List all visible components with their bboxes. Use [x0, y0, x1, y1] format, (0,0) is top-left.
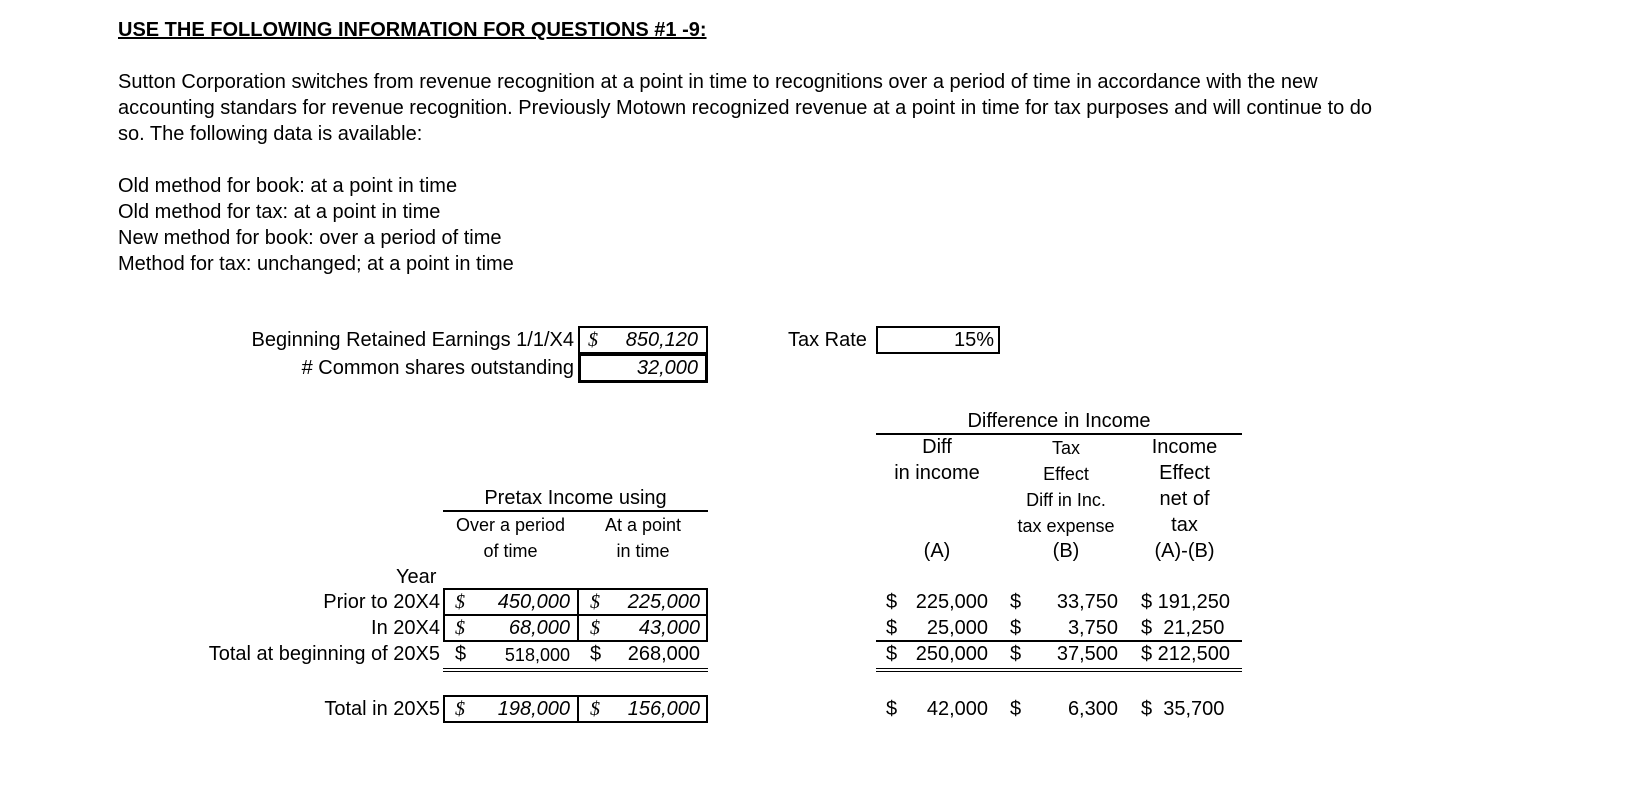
pretax-r4-d1: $ [455, 698, 465, 720]
diff-colC-line4: tax [1171, 514, 1198, 536]
diff-colA-line2: in income [894, 462, 980, 484]
diff-r3-a: 250,000 [915, 643, 988, 665]
pretax-r2-v1: 68,000 [508, 617, 570, 639]
diff-colA-line3: (A) [923, 540, 951, 562]
diff-double-underline [876, 668, 1242, 672]
pretax-r2-d2: $ [590, 617, 600, 639]
tax-rate-label: Tax Rate [788, 329, 867, 351]
pretax-r3-v1: 518,000 [504, 645, 570, 665]
diff-r2-dB: $ [1010, 617, 1022, 639]
pretax-r1-d1: $ [455, 591, 465, 613]
diff-r2-c: $ 21,250 [1141, 617, 1225, 639]
method-line-3: New method for book: over a period of time [118, 227, 502, 249]
diff-colB-line3: Diff in Inc. [1026, 490, 1106, 510]
pretax-title: Pretax Income using [484, 487, 667, 509]
diff-colC-line5: (A)-(B) [1154, 540, 1215, 562]
beg-re-value: 850,120 [625, 329, 698, 351]
diff-r1-dA: $ [886, 591, 898, 613]
method-line-1: Old method for book: at a point in time [118, 175, 458, 197]
pretax-r2-d1: $ [455, 617, 465, 639]
pretax-double-underline [443, 668, 708, 672]
diff-r4-c: $ 35,700 [1141, 698, 1225, 720]
pretax-r4-d2: $ [590, 698, 600, 720]
diff-colA-line1: Diff [922, 436, 952, 458]
pretax-r3-v2: 268,000 [627, 643, 700, 665]
diff-r3-dB: $ [1010, 643, 1022, 665]
questions-heading: USE THE FOLLOWING INFORMATION FOR QUESTIONS #1 -9: [118, 19, 707, 41]
shares-label: # Common shares outstanding [301, 357, 574, 379]
diff-r4-dB: $ [1010, 698, 1022, 720]
row-label-total-beg: Total at beginning of 20X5 [208, 643, 440, 665]
diff-colB-line2: Effect [1043, 464, 1089, 484]
pretax-col1-line1: Over a period [455, 515, 566, 535]
pretax-col2-line2: in time [616, 541, 670, 561]
diff-r1-a: 225,000 [915, 591, 988, 613]
method-line-2: Old method for tax: at a point in time [118, 201, 441, 223]
diff-r4-a: 42,000 [926, 698, 988, 720]
diff-title: Difference in Income [967, 410, 1151, 432]
row-label-prior: Prior to 20X4 [323, 591, 440, 613]
diff-r1-c: $ 191,250 [1141, 591, 1230, 613]
shares-value: 32,000 [636, 357, 698, 379]
pretax-r3-d1: $ [455, 643, 467, 665]
pretax-r1-v2: 225,000 [627, 591, 700, 613]
pretax-r1-v1: 450,000 [497, 591, 570, 613]
diff-r1-dB: $ [1010, 591, 1022, 613]
pretax-r4-v1: 198,000 [497, 698, 570, 720]
diff-colC-line3: net of [1159, 488, 1210, 510]
pretax-r4-v2: 156,000 [627, 698, 700, 720]
row-label-total-20x5: Total in 20X5 [324, 698, 440, 720]
diff-colB-line4: tax expense [1017, 516, 1115, 536]
pretax-col1-line2: of time [483, 541, 538, 561]
intro-line-1: Sutton Corporation switches from revenue recognition at a point in time to recognitions over a period of time in accordance with the new [118, 71, 1318, 93]
diff-r2-b: 3,750 [1067, 617, 1118, 639]
pretax-box-vdivider [577, 588, 579, 642]
diff-colB-line1: Tax [1051, 438, 1080, 458]
year-label: Year [396, 566, 437, 588]
diff-colB-line5: (B) [1052, 540, 1080, 562]
intro-line-3: so. The following data is available: [118, 123, 423, 145]
pretax-box-20x5-vdivider [577, 695, 579, 723]
diff-r3-b: 37,500 [1056, 643, 1118, 665]
diff-r2-a: 25,000 [926, 617, 988, 639]
beg-re-dollar: $ [588, 329, 598, 351]
diff-r4-b: 6,300 [1067, 698, 1118, 720]
pretax-r3-d2: $ [590, 643, 602, 665]
pretax-col2-line1: At a point [604, 515, 682, 535]
beg-re-label: Beginning Retained Earnings 1/1/X4 [251, 329, 574, 351]
pretax-r2-v2: 43,000 [638, 617, 700, 639]
diff-r3-dA: $ [886, 643, 898, 665]
tax-rate-value: 15% [953, 329, 994, 351]
row-label-in-20x4: In 20X4 [371, 617, 440, 639]
diff-r4-dA: $ [886, 698, 898, 720]
diff-r2-dA: $ [886, 617, 898, 639]
intro-line-2: accounting standars for revenue recognition. Previously Motown recognized revenue at a point in time for tax purposes and will continue to do [118, 97, 1373, 119]
pretax-title-underline [443, 510, 708, 512]
pretax-r1-d2: $ [590, 591, 600, 613]
diff-r3-c: $ 212,500 [1141, 643, 1230, 665]
diff-r1-b: 33,750 [1056, 591, 1118, 613]
diff-colC-line1: Income [1151, 436, 1218, 458]
method-line-4: Method for tax: unchanged; at a point in time [118, 253, 514, 275]
diff-colC-line2: Effect [1159, 462, 1210, 484]
